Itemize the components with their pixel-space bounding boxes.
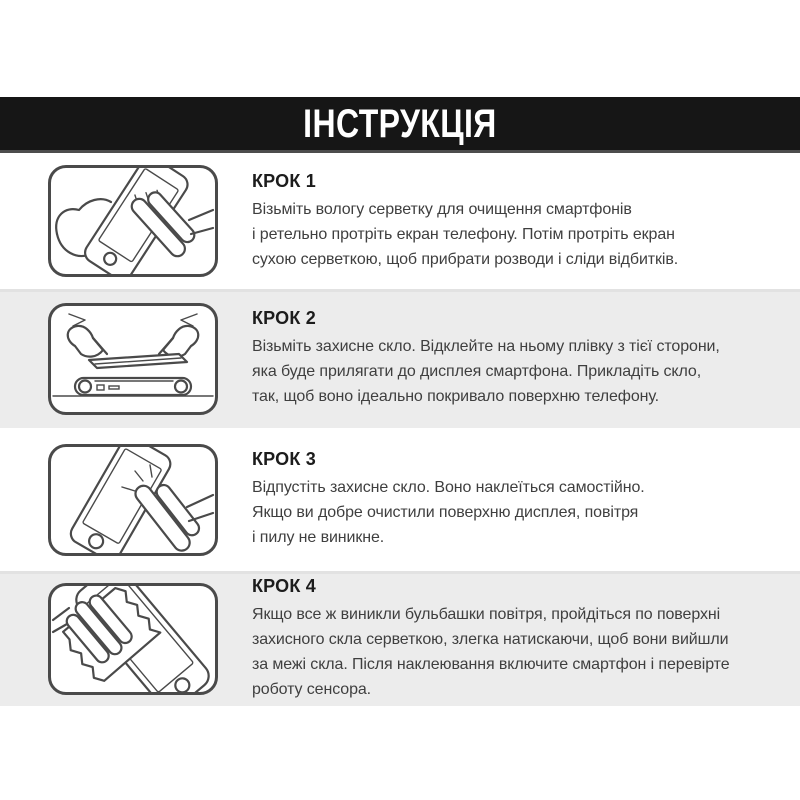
step-2-illustration	[48, 303, 218, 415]
wipe-phone-with-wet-cloth-icon	[51, 168, 215, 274]
step-4-line-4: роботу сенсора.	[252, 680, 372, 698]
step-1-line-1: Візьміть вологу серветку для очищення смартфонів	[252, 200, 632, 218]
step-1-text	[252, 171, 678, 272]
smooth-bubbles-with-cloth-icon	[51, 586, 215, 692]
step-4-title: КРОК 4	[252, 575, 316, 596]
step-4-line-1: Якщо все ж виникли бульбашки повітря, пройдіться по поверхні	[252, 605, 721, 623]
step-1-line-3: сухою серветкою, щоб прибрати розводи і сліди відбитків.	[252, 250, 679, 268]
step-3-line-1: Відпустіть захисне скло. Воно наклеїться самостійно.	[252, 479, 645, 496]
hold-glass-over-phone-peel-film-icon	[51, 306, 215, 412]
step-1-line-2: і ретельно протріть екран телефону. Потім протріть екран	[252, 225, 675, 243]
step-4-section	[0, 571, 800, 706]
header-band	[0, 97, 800, 153]
step-4-line-2: захисного скла серветкою, злегка натискаючи, щоб вони вийшли	[252, 630, 729, 648]
step-3-illustration	[48, 444, 218, 556]
step-4-text	[252, 576, 730, 702]
page-title: ІНСТРУКЦІЯ	[303, 101, 497, 146]
step-4-line-3: за межі скла. Після наклеювання включите смартфон і перевірте	[252, 655, 730, 673]
step-3-title: КРОК 3	[252, 449, 316, 469]
step-3-line-2: Якщо ви добре очистили поверхню дисплея, повітря	[252, 504, 639, 521]
step-2-line-1: Візьміть захисне скло. Відклейте на ньому плівку з тієї сторони,	[252, 338, 720, 355]
step-1-section	[0, 153, 800, 289]
step-3-line-3: і пилу не виникне.	[252, 529, 385, 546]
step-1-title: КРОК 1	[252, 170, 316, 191]
step-2-text	[252, 308, 720, 409]
press-glass-onto-phone-icon	[51, 447, 215, 553]
step-4-illustration	[48, 583, 218, 695]
step-2-line-2: яка буде прилягати до дисплея смартфона. Прикладіть скло,	[252, 363, 702, 380]
step-1-illustration	[48, 165, 218, 277]
step-2-line-3: так, щоб воно ідеально покривало поверхню телефону.	[252, 388, 660, 405]
step-3-text	[252, 449, 645, 550]
step-2-title: КРОК 2	[252, 308, 316, 328]
step-3-section	[0, 428, 800, 571]
step-2-section	[0, 289, 800, 428]
